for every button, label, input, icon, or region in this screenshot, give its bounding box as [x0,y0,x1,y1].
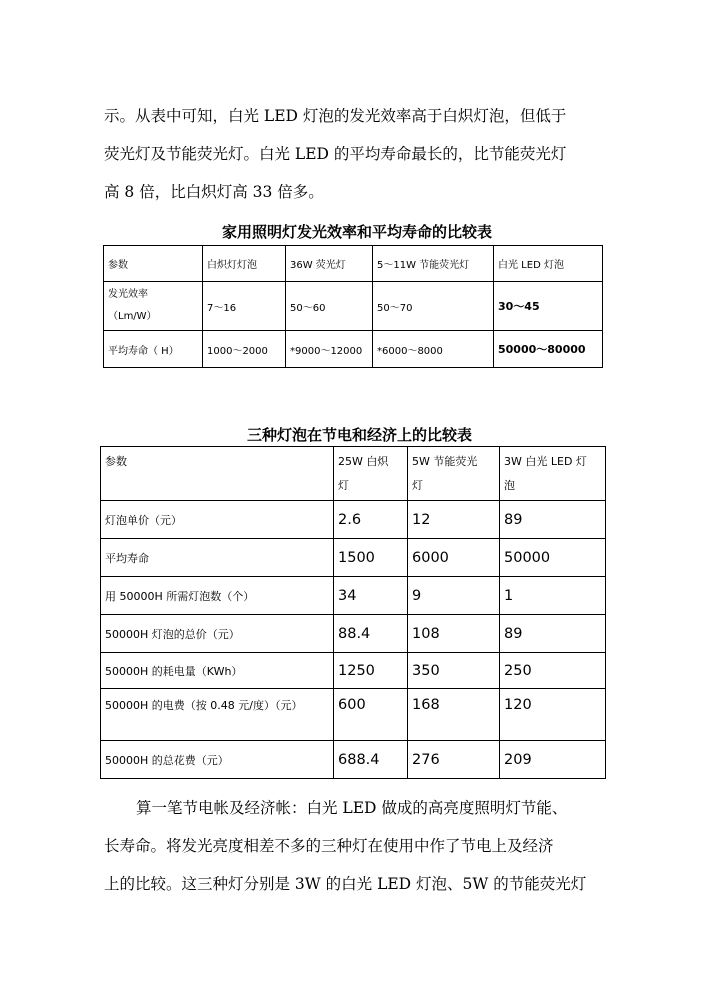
table-cell: 12 [408,501,500,539]
table-cell: 50～70 [373,282,494,331]
table-row [101,501,606,539]
table-cell: 7～16 [203,282,286,331]
row-label: 平均寿命 [101,539,334,577]
table-cell: *6000～8000 [373,331,494,368]
table2-caption: 三种灯泡在节电和经济上的比较表 [247,426,473,444]
outro-paragraph [104,789,604,903]
row-label: 50000H 的总花费（元） [101,741,334,779]
table-cell: 89 [500,501,606,539]
table1-caption: 家用照明灯发光效率和平均寿命的比较表 [222,223,493,241]
row-label-line: （Lm/W） [108,311,157,322]
outro-line: 算一笔节电帐及经济帐：白光 LED 做成的高亮度照明灯节能、 [136,799,568,817]
header-cell: 白炽灯灯泡 [203,246,286,282]
table-cell: 1500 [334,539,408,577]
intro-line: 高 8 倍，比白炽灯高 33 倍多。 [104,183,324,201]
table-cell: 250 [500,653,606,689]
header-line: 25W 白炽 [338,455,389,468]
table-cell: *9000～12000 [286,331,373,368]
outro-line: 长寿命。将发光亮度相差不多的三种灯在使用中作了节电上及经济 [104,837,554,855]
row-label: 灯泡单价（元） [101,501,334,539]
table-cell: 50～60 [286,282,373,331]
row-label: 50000H 的耗电量（KWh） [101,653,334,689]
table-cell: 108 [408,615,500,653]
table-row [101,653,606,689]
table-cell: 168 [408,689,500,741]
row-label-line: 发光效率 [108,289,148,300]
economy-comparison-table [100,446,606,779]
row-label: 平均寿命（ H） [104,331,203,368]
header-line: 泡 [504,479,515,492]
intro-paragraph [104,97,604,211]
header-line: 灯 [338,479,349,492]
table-cell: 50000 [500,539,606,577]
table-cell: 9 [408,577,500,615]
table-cell: 89 [500,615,606,653]
header-cell: 参数 [101,447,334,501]
table-cell: 30～45 [494,282,603,331]
table-cell: 1000～2000 [203,331,286,368]
table-row [101,539,606,577]
table-cell: 50000～80000 [494,331,603,368]
table-cell: 1250 [334,653,408,689]
header-cell: 白光 LED 灯泡 [494,246,603,282]
header-cell: 5～11W 节能荧光灯 [373,246,494,282]
table-row [104,331,603,368]
row-label [104,282,203,331]
header-cell: 参数 [104,246,203,282]
table-cell: 1 [500,577,606,615]
intro-line: 示。从表中可知，白光 LED 灯泡的发光效率高于白炽灯泡，但低于 [104,107,567,125]
lighting-comparison-table [103,245,603,368]
table-cell: 600 [334,689,408,741]
header-line: 灯 [412,479,423,492]
header-cell [408,447,500,501]
table-cell: 209 [500,741,606,779]
table-row [101,615,606,653]
header-cell [334,447,408,501]
table-row [101,741,606,779]
table-cell: 88.4 [334,615,408,653]
table-header-row [101,447,606,501]
intro-line: 荧光灯及节能荧光灯。白光 LED 的平均寿命最长的，比节能荧光灯 [104,145,567,163]
table-header-row [104,246,603,282]
table-cell: 350 [408,653,500,689]
table-cell: 276 [408,741,500,779]
table-row [101,577,606,615]
row-label: 用 50000H 所需灯泡数（个） [101,577,334,615]
header-cell [500,447,606,501]
outro-line: 上的比较。这三种灯分别是 3W 的白光 LED 灯泡、5W 的节能荧光灯 [104,875,587,893]
header-cell: 36W 荧光灯 [286,246,373,282]
header-line: 3W 白光 LED 灯 [504,455,587,468]
table-row [101,689,606,741]
table-cell: 120 [500,689,606,741]
row-label: 50000H 灯泡的总价（元） [101,615,334,653]
header-line: 5W 节能荧光 [412,455,478,468]
table-cell: 688.4 [334,741,408,779]
table-row [104,282,603,331]
table-cell: 2.6 [334,501,408,539]
table-cell: 34 [334,577,408,615]
row-label: 50000H 的电费（按 0.48 元/度）（元） [101,689,334,741]
table-cell: 6000 [408,539,500,577]
